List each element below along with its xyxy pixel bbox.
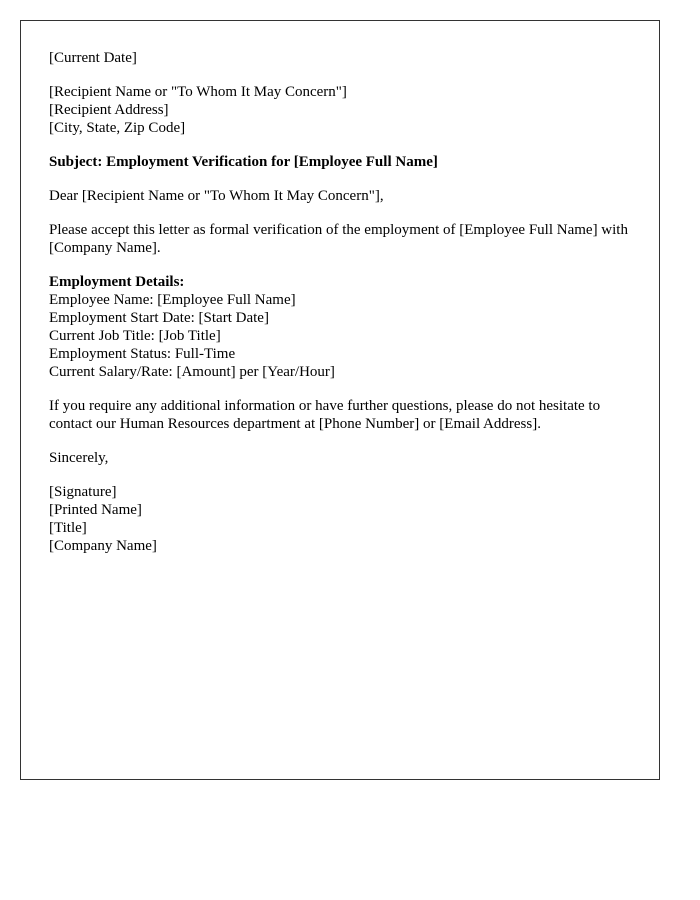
signature-block — [49, 483, 639, 555]
detail-job-title: Current Job Title: [Job Title] — [49, 328, 221, 344]
sign-off-block — [49, 449, 639, 467]
intro-block — [49, 221, 639, 257]
sign-off: Sincerely, — [49, 450, 109, 466]
recipient-name: [Recipient Name or "To Whom It May Concern"] — [49, 84, 347, 100]
intro-paragraph: Please accept this letter as formal verification of the employment of [Employee Full Name] with [Company Name]. — [49, 222, 628, 256]
detail-start-date: Employment Start Date: [Start Date] — [49, 310, 269, 326]
closing-paragraph: If you require any additional information or have further questions, please do not hesitate to contact our Human Resources department at [Phone Number] or [Email Address]. — [49, 398, 601, 432]
signature: [Signature] — [49, 484, 117, 500]
employment-details-block — [49, 273, 639, 381]
letter-page — [20, 20, 660, 780]
letter-content — [49, 49, 639, 571]
salutation-block — [49, 187, 639, 205]
recipient-city-state-zip: [City, State, Zip Code] — [49, 120, 186, 136]
recipient-address: [Recipient Address] — [49, 102, 169, 118]
details-heading: Employment Details: — [49, 274, 185, 290]
company-name: [Company Name] — [49, 538, 157, 554]
subject-block — [49, 153, 639, 171]
closing-paragraph-block — [49, 397, 639, 433]
printed-name: [Printed Name] — [49, 502, 142, 518]
detail-employee-name: Employee Name: [Employee Full Name] — [49, 292, 296, 308]
recipient-block — [49, 83, 639, 137]
detail-salary: Current Salary/Rate: [Amount] per [Year/Hour] — [49, 364, 335, 380]
subject-line: Subject: Employment Verification for [Employee Full Name] — [49, 154, 438, 170]
letter-date: [Current Date] — [49, 50, 137, 66]
detail-status: Employment Status: Full-Time — [49, 346, 236, 362]
salutation: Dear [Recipient Name or "To Whom It May Concern"], — [49, 188, 384, 204]
signer-title: [Title] — [49, 520, 87, 536]
date-block — [49, 49, 639, 67]
